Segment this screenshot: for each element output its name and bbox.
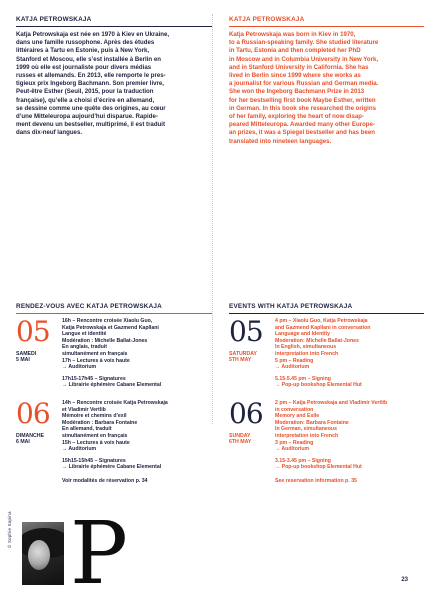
bio-line: 1999 où elle est journaliste pour divers médias [16,63,152,71]
bio-text-fr [16,31,208,138]
schedule-line: 17h – Lectures à voix haute [62,357,130,364]
events-rule-en [229,313,424,314]
bio-line: française), qu’elle a choisi d’écrire en allemand, [16,96,155,104]
bio-line: Katja Petrowskaja est née en 1970 à Kiev en Ukraine, [16,31,170,38]
day-label-line: 6 MAI [16,439,30,446]
schedule-line: 3 pm – Reading [275,439,314,446]
day-number: 05 [229,315,263,348]
bio-line: se dessine comme une quête des origines, au cœur [16,104,166,112]
schedule-line: Memory and Exile [275,413,320,420]
day-label-line: 5TH MAY [229,357,252,364]
day-label-line: 6TH MAY [229,439,252,446]
schedule-line: Moderation: Michelle Ballat-Jones [275,337,359,344]
schedule-line: Modération : Michelle Ballat-Jones [62,337,148,344]
day-schedule [62,318,212,394]
bio-line: tigieux prix Ingeborg Bachmann. Son premier livre, [16,80,164,88]
day-label [16,351,36,363]
schedule-line: 14h – Rencontre croisée Katja Petrowskaja [62,400,168,406]
day-schedule [275,400,424,476]
schedule-line: Modération : Barbara Fontaine [62,419,138,426]
initial-letter: P [70,504,128,604]
bio-line: of her family, exploring the heart of now disap- [229,113,364,121]
day-number: 05 [16,315,50,348]
photo-credit: © Sophie Sapina [7,511,12,548]
schedule-line: In German, simultaneous [275,426,337,433]
bio-title-fr: KATJA PETROWSKAJA [16,16,92,23]
day-label-line: DIMANCHE [16,433,44,439]
bio-line: lived in Berlin since 1999 where she works as [229,72,361,80]
day-label [229,351,257,363]
bio-line: an prizes, it was a Spiegel bestseller and has been [229,129,375,137]
day-label [16,433,44,445]
schedule-line: 4 pm – Xiaolu Guo, Katja Petrowskaja [275,318,368,324]
schedule-block [62,376,212,389]
schedule-line: → Auditorium [275,446,310,453]
bio-line: russes et allemands. En 2013, elle remporte le pres- [16,72,166,80]
schedule-line: in conversation [275,406,314,413]
day-schedule [275,318,424,394]
bio-line: for her bestselling first book Maybe Esther, written [229,96,376,104]
schedule-line: En allemand, traduit [62,426,112,433]
bio-line: a journalist for various Russian and German media. [229,80,379,88]
reservation-note-en: See reservation information p. 35 [275,478,357,484]
day-label-line: 5 MAI [16,357,30,364]
schedule-line: Moderation: Barbara Fontaine [275,419,349,426]
bio-line: in Tartu, Estonia and then completed her PhD [229,47,361,55]
schedule-line: 17h15-17h45 – Signatures [62,375,126,382]
bio-line: She won the Ingeborg Bachmann Prize in 2013 [229,88,365,96]
bio-line: dans une famille russophone. Après des études [16,39,155,47]
bio-line: Stanford et Moscou, elle s’est installée à Berlin en [16,55,161,63]
day-number: 06 [16,397,50,430]
schedule-block [275,400,424,453]
bio-line: ment devenu un bestseller, multiprimé, il est traduit [16,121,165,129]
schedule-line: → Auditorium [62,364,97,371]
day-label [229,433,251,445]
schedule-line: Language and Identity [275,331,331,338]
events-title-en: EVENTS WITH KATJA PETROWSKAJA [229,303,353,310]
schedule-line: simultanément en français [62,350,128,357]
schedule-line: → Pop-up bookshop Elemental Hut [275,464,362,471]
schedule-line: 15h15-15h45 – Signatures [62,457,126,464]
day-label-line: SUNDAY [229,433,251,439]
schedule-line: 5.15-5.45 pm – Signing [275,375,331,382]
schedule-line: et Vladimir Vertlib [62,406,106,413]
bio-rule-fr [16,26,212,27]
bio-line: in Moscow and in Columbia University in New York, [229,55,379,63]
schedule-block [62,458,212,471]
schedule-line: interpretation into French [275,350,339,357]
schedule-line: simultanément en français [62,432,128,439]
bio-line: to a Russian-speaking family. She studied literature [229,39,379,47]
bio-line: d’une Mitteleuropa aujourd’hui disparue. Rapide- [16,113,158,121]
page-number: 23 [401,577,408,583]
reservation-note-fr: Voir modalités de réservation p. 34 [62,478,148,484]
schedule-block [275,376,424,389]
schedule-line: Langue et identité [62,331,107,338]
schedule-line: → Librairie éphémère Cabane Elemental [62,464,162,471]
bio-line: peared Mitteleuropa. Awarded many other Europe- [229,121,375,129]
bio-line: in German. In this book she researched the origins [229,104,376,112]
schedule-line: and Gazmend Kapllani in conversation [275,324,371,331]
bio-rule-en [229,26,424,27]
bio-line: Katja Petrowskaja was born in Kiev in 1970, [229,31,356,38]
portrait-face [28,540,50,570]
schedule-line: → Auditorium [275,364,310,371]
schedule-line: Mémoire et chemins d’exil [62,413,127,420]
bio-line: and in Stanford University in California. She has [229,63,369,71]
schedule-block [275,318,424,371]
schedule-line: 15h – Lectures à voix haute [62,439,130,446]
bio-title-en: KATJA PETROWSKAJA [229,16,305,23]
schedule-block [62,318,212,371]
bio-line: dans dix-neuf langues. [16,129,83,137]
bio-line: littéraires à Tartu en Estonie, puis à New York, [16,47,150,55]
events-title-fr: RENDEZ-VOUS AVEC KATJA PETROWSKAJA [16,303,162,310]
schedule-line: Katja Petrowskaja et Gazmend Kapllani [62,324,159,331]
schedule-line: 2 pm – Katja Petrowskaja and Vladimir Vertlib [275,400,388,406]
bio-line: translated into nineteen languages. [229,137,332,145]
day-number: 06 [229,397,263,430]
schedule-block [275,458,424,471]
column-divider [212,14,213,424]
schedule-line: → Auditorium [62,446,97,453]
bio-line: Peut-être Esther (Seuil, 2015, pour la traduction [16,88,154,96]
schedule-line: En anglais, traduit [62,344,107,351]
author-portrait [22,522,64,585]
bio-text-en [229,31,421,146]
day-label-line: SAMEDI [16,351,37,357]
day-label-line: SATURDAY [229,351,257,357]
schedule-line: 5 pm – Reading [275,357,314,364]
schedule-block [62,400,212,453]
schedule-line: 16h – Rencontre croisée Xiaolu Guo, [62,318,153,324]
day-schedule [62,400,212,476]
schedule-line: → Librairie éphémère Cabane Elemental [62,382,162,389]
schedule-line: → Pop-up bookshop Elemental Hut [275,382,362,389]
schedule-line: interpretation into French [275,432,339,439]
schedule-line: 3.15-3.45 pm – Signing [275,457,331,464]
events-rule-fr [16,313,212,314]
schedule-line: In English, simultaneous [275,344,337,351]
